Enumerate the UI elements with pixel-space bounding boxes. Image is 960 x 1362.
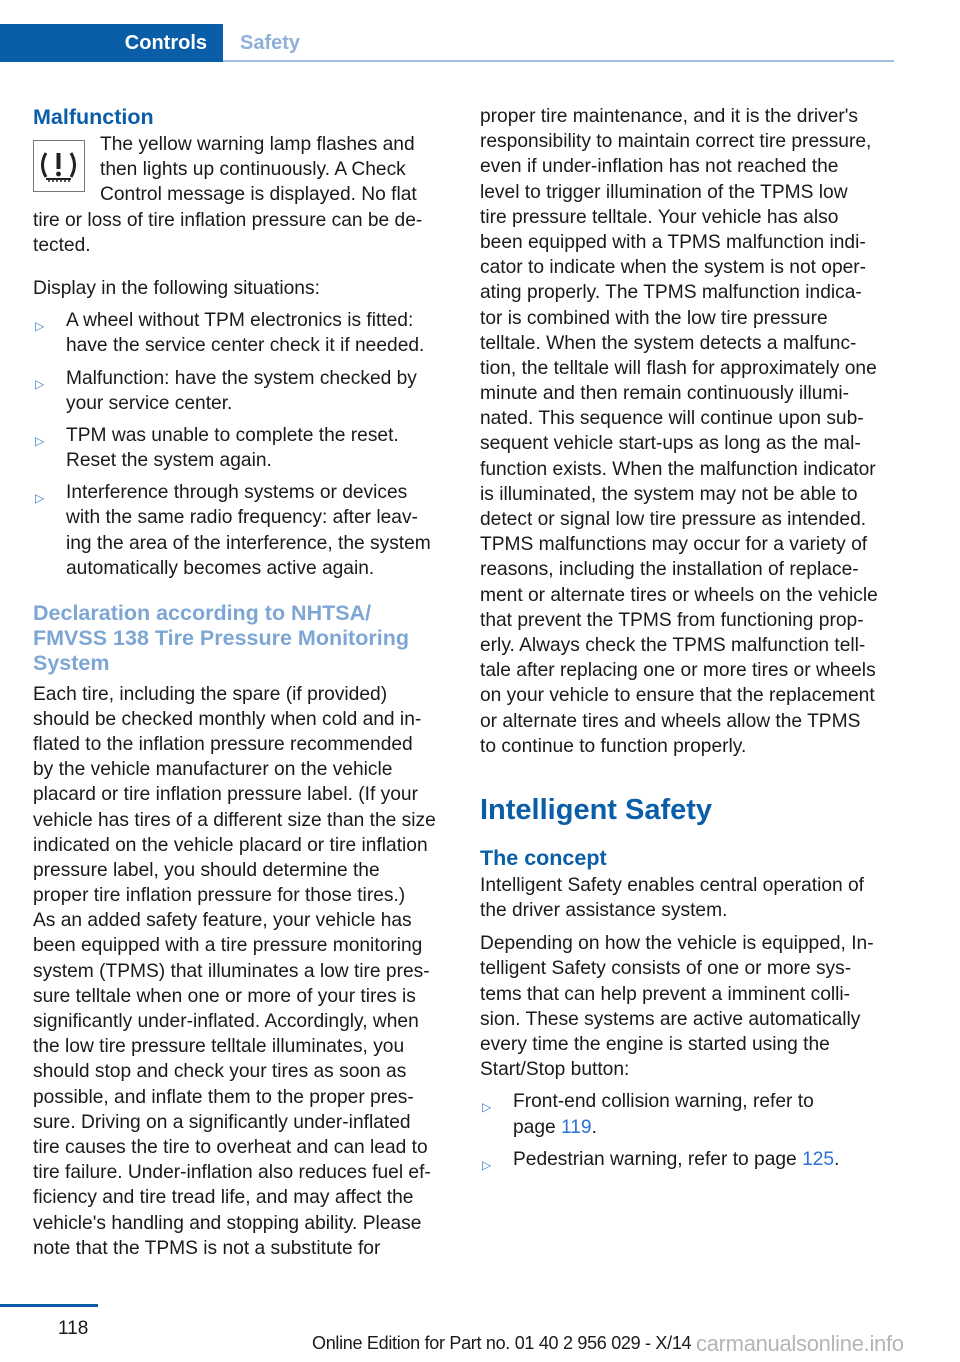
malfunction-heading: Malfunction — [33, 105, 154, 129]
text-line: pressure label, you should determine the — [33, 859, 380, 881]
text-line: minute and then remain continuously illumi- — [480, 383, 850, 405]
text-line: sure. Driving on a significantly under-inflated — [33, 1111, 411, 1133]
text-line: system (TPMS) that illuminates a low tire pres- — [33, 960, 430, 982]
text-line: sion. These systems are active automatically — [480, 1008, 861, 1030]
text-line: Front-end collision warning, refer to — [513, 1091, 814, 1113]
declaration-body — [33, 682, 448, 1261]
footer-divider — [0, 1304, 98, 1307]
text-line: A wheel without TPM electronics is fitted: — [66, 310, 414, 332]
text-line — [513, 1147, 895, 1172]
triangle-bullet-icon: ▷ — [35, 491, 45, 506]
text-line: or alternate tires and wheels allow the TPMS — [480, 710, 861, 732]
text-line: been equipped with a TPMS malfunction indi- — [480, 231, 866, 253]
text-line: Each tire, including the spare (if provided) — [33, 683, 388, 705]
text-line: Malfunction: have the system checked by — [66, 367, 417, 389]
text-line: note that the TPMS is not a substitute for — [33, 1237, 381, 1259]
text-span: . — [591, 1116, 597, 1138]
text-line: tale after replacing one or more tires or wheels — [480, 660, 876, 682]
section-title: Intelligent Safety — [480, 793, 713, 826]
text-span: . — [834, 1148, 840, 1170]
text-line: reasons, including the installation of replace- — [480, 559, 859, 581]
text-line: tire or loss of tire inflation pressure can be de- — [33, 209, 423, 231]
text-line: possible, and inflate them to the proper pres- — [33, 1086, 414, 1108]
text-line: Control message is displayed. No flat — [100, 184, 417, 206]
text-line: even if under-inflation has not reached the — [480, 156, 839, 178]
list-item — [480, 1147, 895, 1172]
text-line: should be checked monthly when cold and in- — [33, 708, 422, 730]
text-line: the driver assistance system. — [480, 900, 728, 922]
left-column — [33, 102, 448, 1261]
text-line: been equipped with a tire pressure monitoring — [33, 935, 423, 957]
text-line: telltale. When the system detects a malfunc- — [480, 332, 857, 354]
text-line: nated. This sequence will continue upon sub- — [480, 408, 864, 430]
declaration-continued — [480, 104, 895, 759]
page-link-125[interactable]: 125 — [802, 1148, 835, 1170]
text-line: is illuminated, the system may not be able to — [480, 483, 858, 505]
text-line: with the same radio frequency: after leav- — [66, 507, 418, 529]
text-line: ficiency and tire tread life, and may affect the — [33, 1187, 414, 1209]
text-line — [513, 1115, 895, 1140]
text-line: tor is combined with the low tire pressure — [480, 307, 828, 329]
text-line: cator to indicate when the system is not oper- — [480, 257, 867, 279]
tire-pressure-warning-icon — [33, 140, 85, 192]
chapter-header — [0, 24, 894, 62]
text-line: erly. Always check the TPMS malfunction tell- — [480, 634, 866, 656]
list-item — [33, 480, 448, 581]
text-line: function exists. When the malfunction indicator — [480, 458, 876, 480]
right-column — [480, 102, 895, 1172]
tab-controls[interactable]: Controls — [0, 24, 223, 62]
text-line: sure telltale when one or more of your tires is — [33, 985, 416, 1007]
heading-line: System — [33, 651, 110, 676]
text-line: proper tire inflation pressure for those tires.) — [33, 885, 406, 907]
list-item — [33, 423, 448, 473]
watermark: carmanualsonline.info — [696, 1331, 904, 1356]
malfunction-section — [33, 102, 448, 258]
text-line: on your vehicle to ensure that the replacement — [480, 685, 875, 707]
text-line: have the service center check it if needed. — [66, 335, 425, 357]
text-line: TPM was unable to complete the reset. — [66, 424, 399, 446]
text-line: telligent Safety consists of one or more sys- — [480, 958, 852, 980]
display-intro: Display in the following situations: — [33, 277, 320, 299]
text-span: page — [513, 1116, 562, 1138]
text-line: Intelligent Safety enables central operation of — [480, 874, 865, 896]
text-line: then lights up continuously. A Check — [100, 159, 406, 181]
situation-list — [33, 308, 448, 581]
list-item — [33, 366, 448, 416]
heading-line: Declaration according to NHTSA/ — [33, 601, 372, 625]
text-line: your service center. — [66, 392, 233, 414]
text-line: detect or signal low tire pressure as intended. — [480, 509, 867, 530]
text-line: tire causes the tire to overheat and can lead to — [33, 1136, 428, 1158]
text-line: The yellow warning lamp flashes and — [100, 134, 415, 155]
edition-text: Online Edition for Part no. 01 40 2 956 029 - X/14 — [312, 1333, 692, 1353]
text-line: ing the area of the interference, the system — [66, 532, 431, 554]
text-line: vehicle's handling and stopping ability. Please — [33, 1212, 422, 1234]
page-link-119[interactable]: 119 — [561, 1116, 592, 1138]
triangle-bullet-icon: ▷ — [35, 319, 45, 334]
text-line: Reset the system again. — [66, 450, 272, 472]
triangle-bullet-icon: ▷ — [35, 433, 45, 448]
page-number: 118 — [58, 1318, 89, 1339]
text-line: tems that can help prevent a imminent colli- — [480, 983, 851, 1005]
text-line: tire pressure telltale. Your vehicle has also — [480, 206, 839, 228]
triangle-bullet-icon: ▷ — [482, 1157, 492, 1172]
text-line: automatically becomes active again. — [66, 557, 375, 579]
text-line: the low tire pressure telltale illuminates, you — [33, 1036, 405, 1058]
text-line: indicated on the vehicle placard or tire inflation — [33, 834, 428, 856]
text-line: sequent vehicle start-ups as long as the mal- — [480, 433, 861, 455]
text-line: ment or alternate tires or wheels on the vehicle — [480, 584, 878, 606]
declaration-heading — [33, 601, 448, 677]
text-line: every time the engine is started using the — [480, 1034, 830, 1055]
text-line: tected. — [33, 234, 91, 256]
tab-safety[interactable]: Safety — [240, 32, 301, 54]
list-item — [480, 1089, 895, 1139]
text-line: tion, the telltale will flash for approximately one — [480, 357, 877, 379]
concept-para-1 — [480, 873, 895, 923]
text-line: placard or tire inflation pressure label. (If your — [33, 784, 418, 806]
text-line: responsibility to maintain correct tire pressure, — [480, 131, 872, 153]
text-line: As an added safety feature, your vehicle has — [33, 910, 412, 932]
triangle-bullet-icon: ▷ — [35, 376, 45, 391]
text-line: Interference through systems or devices — [66, 482, 408, 504]
text-line: vehicle has tires of a different size than the size — [33, 809, 436, 831]
text-span: Pedestrian warning, refer to page — [513, 1148, 803, 1170]
heading-line: FMVSS 138 Tire Pressure Monitoring — [33, 626, 409, 651]
text-line: to continue to function properly. — [480, 735, 747, 757]
system-list — [480, 1089, 895, 1172]
triangle-bullet-icon: ▷ — [482, 1100, 492, 1115]
text-line: TPMS malfunctions may occur for a variety of — [480, 534, 868, 556]
list-item — [33, 308, 448, 358]
text-line: level to trigger illumination of the TPMS low — [480, 181, 848, 203]
text-line: Depending on how the vehicle is equipped, In- — [480, 933, 874, 955]
text-line: Start/Stop button: — [480, 1059, 630, 1081]
header-divider — [223, 60, 894, 62]
concept-heading: The concept — [480, 845, 607, 870]
concept-para-2 — [480, 931, 895, 1082]
text-line: flated to the inflation pressure recommended — [33, 733, 413, 755]
text-line: that prevent the TPMS from functioning prop- — [480, 609, 864, 631]
text-line: tire failure. Under-inflation also reduces fuel ef- — [33, 1162, 431, 1184]
text-line: ating properly. The TPMS malfunction indica- — [480, 282, 862, 304]
text-line: should stop and check your tires as soon as — [33, 1061, 407, 1083]
text-line: by the vehicle manufacturer on the vehicle — [33, 759, 393, 781]
text-line: significantly under-inflated. Accordingly, when — [33, 1011, 419, 1032]
text-line: proper tire maintenance, and it is the driver's — [480, 106, 859, 127]
